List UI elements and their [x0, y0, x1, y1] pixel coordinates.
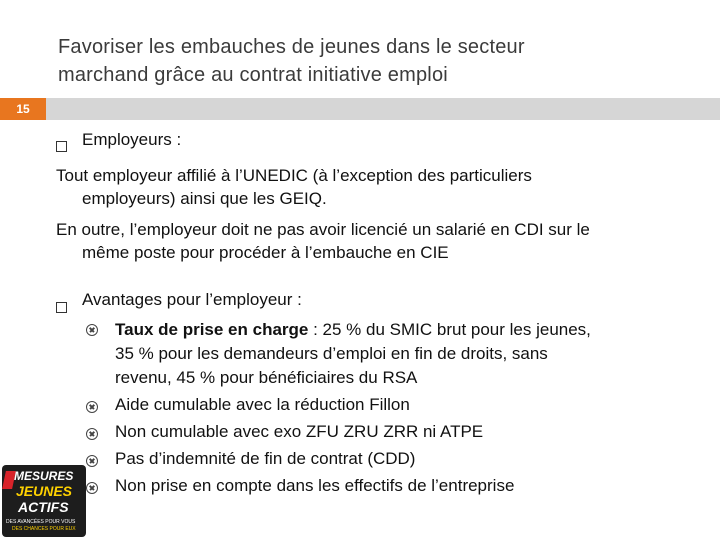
logo-text-2: JEUNES	[16, 483, 73, 499]
employeurs-paragraph-1	[56, 164, 532, 210]
avantage-item-1-rest: : 25 % du SMIC brut pour les jeunes,	[308, 320, 591, 339]
circle-x-bullet-icon	[86, 401, 98, 413]
avantage-item-1-bold: Taux de prise en charge	[115, 320, 309, 339]
avantage-item-1	[115, 318, 705, 390]
square-bullet-icon	[56, 302, 67, 313]
circle-x-bullet-icon	[86, 324, 98, 336]
circle-x-bullet-icon	[86, 428, 98, 440]
avantage-item-2: Aide cumulable avec la réduction Fillon	[115, 395, 410, 414]
slide-title	[58, 33, 698, 89]
circle-x-bullet-icon	[86, 455, 98, 467]
header-rule	[46, 98, 720, 120]
employeurs-paragraph-2	[56, 218, 590, 264]
avantage-item-1-line-1	[115, 318, 705, 342]
slide-number: 15	[16, 102, 30, 116]
logo-text-5: DES CHANCES POUR EUX	[12, 526, 76, 532]
slide-number-band	[0, 98, 720, 120]
employeurs-paragraph-2-line-1: En outre, l’employeur doit ne pas avoir licencié un salarié en CDI sur le	[56, 220, 590, 239]
employeurs-heading: Employeurs :	[82, 130, 182, 149]
avantage-item-3: Non cumulable avec exo ZFU ZRU ZRR ni ATPE	[115, 422, 484, 441]
logo-text-1: MESURES	[14, 469, 74, 483]
avantage-item-5: Non prise en compte dans les effectifs de l’entreprise	[115, 476, 515, 495]
logo-text-4: DES AVANCÉES POUR VOUS	[6, 519, 76, 525]
employeurs-paragraph-1-line-1: Tout employeur affilié à l’UNEDIC (à l’exception des particuliers	[56, 166, 532, 185]
slide-title-line-1: Favoriser les embauches de jeunes dans le secteur	[58, 36, 525, 58]
logo-text-3: ACTIFS	[18, 499, 69, 515]
square-bullet-icon	[56, 141, 67, 152]
mesures-jeunes-actifs-logo	[2, 465, 86, 537]
slide-title-line-2: marchand grâce au contrat initiative emploi	[58, 64, 448, 86]
employeurs-paragraph-1-line-2: employeurs) ainsi que les GEIQ.	[82, 189, 327, 208]
avantages-heading: Avantages pour l’employeur :	[82, 290, 302, 309]
avantage-item-1-line-3: revenu, 45 % pour bénéficiaires du RSA	[115, 368, 418, 387]
circle-x-bullet-icon	[86, 482, 98, 494]
avantage-item-4: Pas d’indemnité de fin de contrat (CDD)	[115, 449, 416, 468]
employeurs-paragraph-2-line-2: même poste pour procéder à l’embauche en CIE	[82, 243, 449, 262]
avantage-item-1-line-2: 35 % pour les demandeurs d’emploi en fin de droits, sans	[115, 344, 548, 363]
